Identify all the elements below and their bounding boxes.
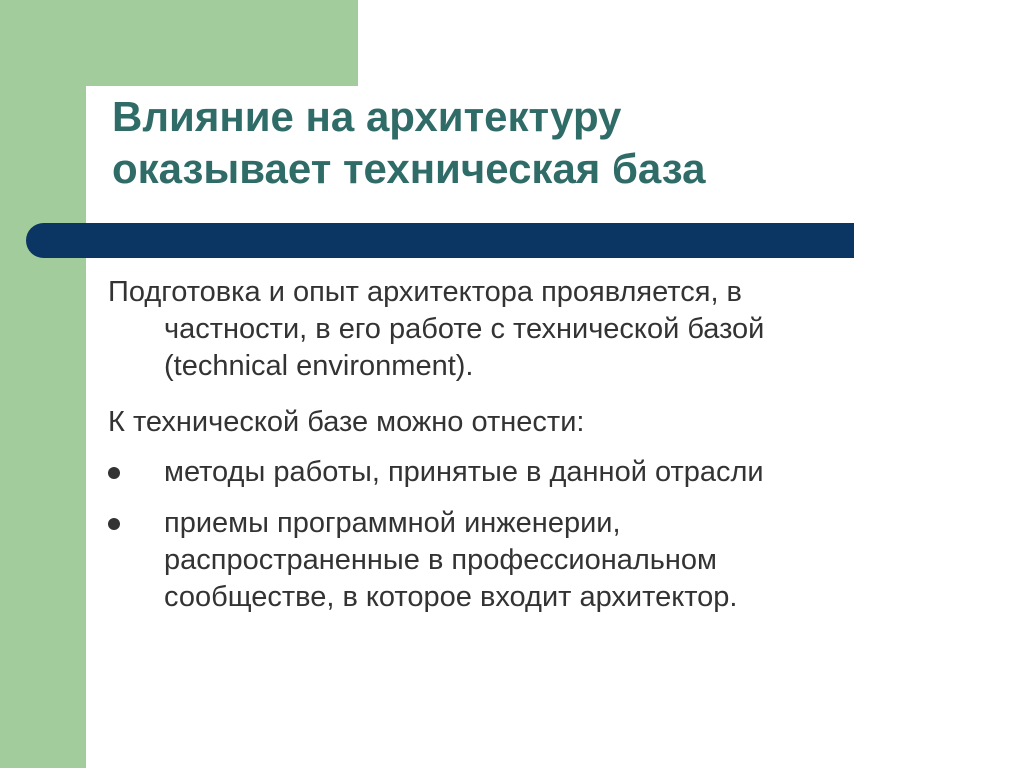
- bullet-dot-icon: [108, 467, 120, 479]
- bullet-item-1-text: [164, 454, 924, 491]
- bullet-item-2-line-3: сообществе, в которое входит архитектор.: [164, 581, 738, 613]
- paragraph-list-intro: [108, 404, 908, 441]
- slide-title-line-2: оказывает техническая база: [112, 145, 706, 192]
- bullet-dot-icon: [108, 518, 120, 530]
- bullet-item-2-line-2: распространенные в профессиональном: [164, 544, 717, 576]
- bullet-item-1-line-1: методы работы, принятые в данной отрасли: [164, 456, 764, 488]
- slide-title-line-1: Влияние на архитектуру: [112, 93, 622, 140]
- paragraph-line-3: (technical environment).: [164, 350, 474, 382]
- paragraph-technical-environment: [108, 274, 908, 385]
- bullet-item-2-text: [164, 505, 924, 616]
- list-intro-text: К технической базе можно отнести:: [108, 406, 585, 438]
- bullet-item-2-line-1: приемы программной инженерии,: [164, 507, 621, 539]
- paragraph-line-2: частности, в его работе с технической базой: [164, 313, 765, 345]
- paragraph-line-1: Подготовка и опыт архитектора проявляется, в: [108, 276, 742, 308]
